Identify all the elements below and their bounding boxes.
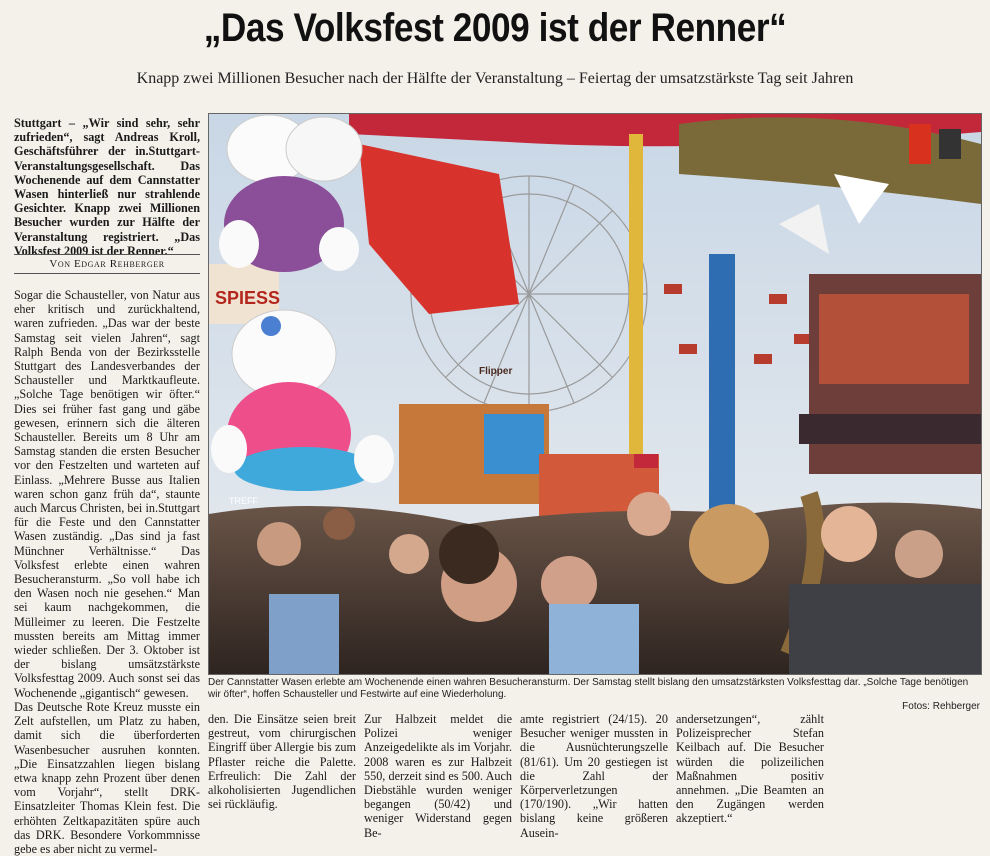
lead-paragraph: Stuttgart – „Wir sind sehr, sehr zufrieden“, sagt Andreas Kroll, Geschäftsführer der in.Stuttgart-Veranstaltungsgesellschaft. Das Wochenende auf dem Cannstatter Wasen hinterließ nur strahlende Gesichter. Knapp zwei Millionen Besucher wurden zur Hälfte der Veranstaltung registriert. „Das Volksfest 2009 ist der Renner.“ bbox=[14, 116, 200, 258]
flipper-sign: Flipper bbox=[479, 366, 513, 377]
column-5: andersetzungen“, zählt Polizeisprecher Stefan Keilbach auf. Die Besucher würden die polizeilichen Maßnahmen positiv annehmen. „Die Beamten an den Zugängen werden akzeptiert.“ bbox=[676, 712, 824, 826]
headline: „Das Volksfest 2009 ist der Renner“ bbox=[203, 6, 787, 50]
column-1 bbox=[14, 288, 200, 856]
photo-credit: Fotos: Rehberger bbox=[902, 701, 980, 712]
treff-sign: TREFF bbox=[229, 496, 258, 506]
tower bbox=[629, 134, 643, 464]
col1-paragraph-1: Sogar die Schausteller, von Natur aus eher kritisch und zurückhaltend, waren zufrieden. „Das war der beste Samstag seit vielen Jahren“, sagt Ralph Benda von der Bezirksstelle Stuttgart des Landesverbandes der Schausteller und Marktkaufleute. „Solche Tage benötigen wir öfter.“ Dies sei früher fast gang und gäbe gewesen, erinnern sich die älteren Schausteller. Bereits um 8 Uhr am Samstag standen die ersten Besucher vor den Festzelten und warteten auf Einlass. „Mehrere Busse aus Italien waren schon ganz früh da“, staunte auch Marcus Christen, bei in.Stuttgart für die Feste und den Cannstatter Wasen zuständig. „Das sind ja fast Münchner Verhältnisse.“ Das Volksfest erlebte einen wahren Besucheransturm. „So voll habe ich den Wasen noch nie gesehen.“ Man sei kaum nachgekommen, die Mülleimer zu leeren. Die Festzelte mussten bereits am Mittag immer wieder schließen. Der 3. Oktober ist der bislang umsätzstärkste Volksfesttag 2009. Auch sonst sei das Wochenende „gigantisch“ gewesen. bbox=[14, 288, 200, 700]
column-2: den. Die Einsätze seien breit gestreut, vom chirurgischen Eingriff über Allergie bis zum Pflaster reiche die Palette. Erfreulich: Die Zahl der alkoholisierten Jugendlichen sei rückläufig. bbox=[208, 712, 356, 812]
byline: Von Edgar Rehberger bbox=[14, 254, 200, 274]
column-3: Zur Halbzeit meldet die Polizei weniger Anzeigedelikte als im Vorjahr. 2008 waren es zur Halbzeit 550, derzeit sind es 500. Auch Diebstähle wurden weniger begangen (50/42) und weniger Widerstand gegen Be- bbox=[364, 712, 512, 840]
spiess-sign-text: SPIESS bbox=[215, 288, 281, 308]
col1-paragraph-2: Das Deutsche Rote Kreuz musste ein Zelt aufstellen, um Platz zu haben, damit sich die überforderten Wasenbesucher ausruhen konnten. „Die Einsatzzahlen liegen bislang etwa knapp zehn Prozent über denen vom Vorjahr“, stellt DRK-Einsatzleiter Thomas Klein fest. Die erhöhten Zeltkapazitäten spüre auch das DRK. Besondere Vorkommnisse gebe es aber nicht zu vermel- bbox=[14, 699, 200, 856]
photo-caption bbox=[208, 677, 980, 713]
swing-tower bbox=[709, 254, 735, 514]
volksfest-photo bbox=[208, 113, 982, 675]
column-4: amte registriert (24/15). 20 Besucher weniger mussten in die Ausnüchterungszelle (81/61). Um 20 gestiegen ist die Zahl der Körperverletzungen (170/190). „Wir hatten bislang keine größeren Ausein- bbox=[520, 712, 668, 840]
volksfest-photo-illustration bbox=[209, 114, 981, 674]
caption-text: Der Cannstatter Wasen erlebte am Wochenende einen wahren Besucheransturm. Der Samstag stellt bislang den umsatzstärksten Volksfesttag dar. „Solche Tage benötigen wir öfter“, hoffen Schausteller und Festwirte auf eine Wiederholung. bbox=[208, 677, 969, 700]
subline: Knapp zwei Millionen Besucher nach der Hälfte der Veranstaltung – Feiertag der umsatzstärkste Tag seit Jahren bbox=[136, 70, 854, 87]
